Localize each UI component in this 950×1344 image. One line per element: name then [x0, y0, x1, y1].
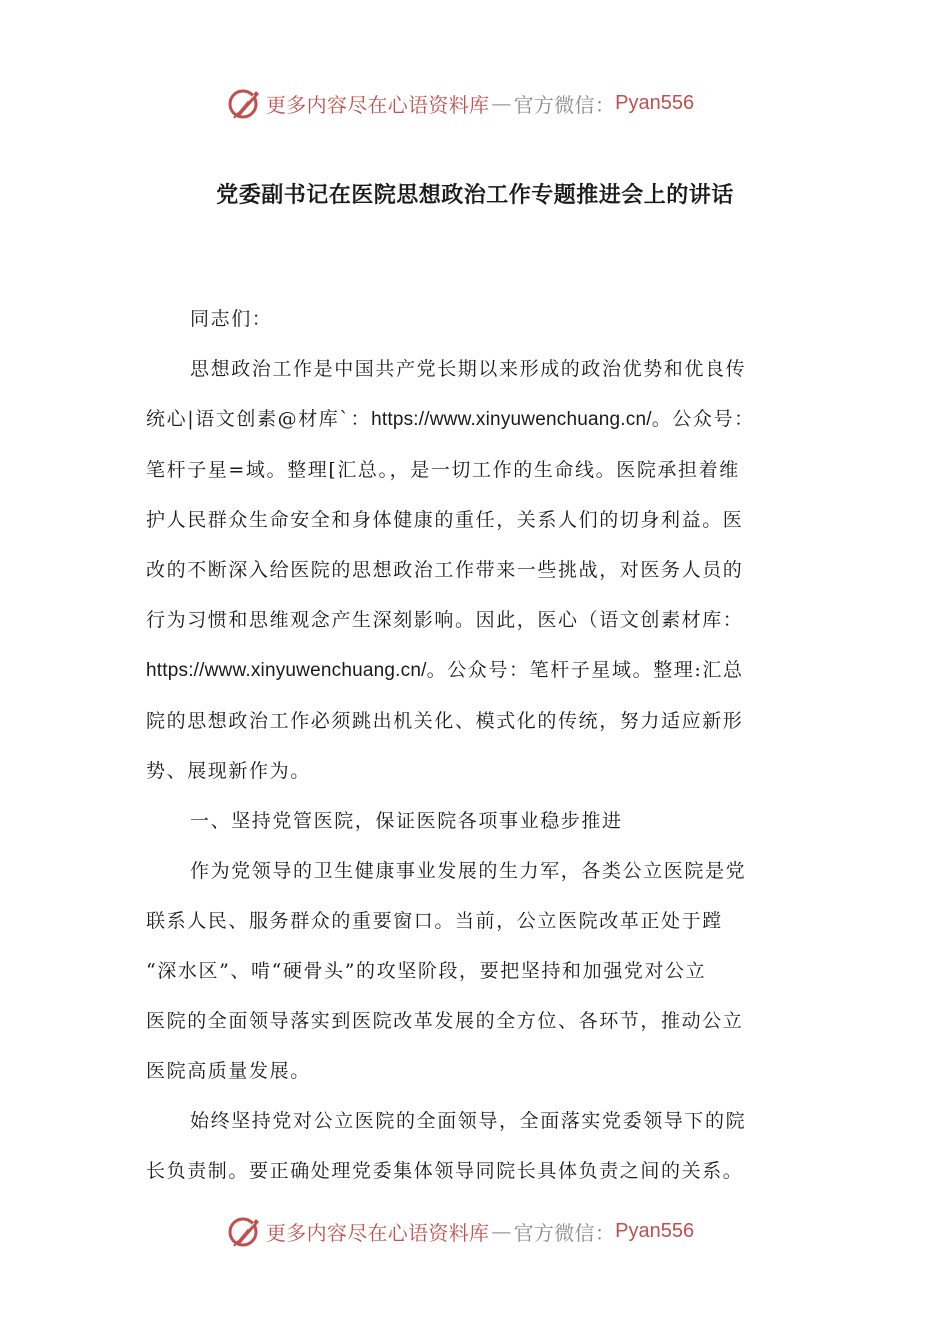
website-url: https://www.xinyuwenchuang.cn/ [146, 660, 427, 681]
paragraph-intro [146, 344, 806, 796]
paragraph-3 [146, 1096, 806, 1196]
text-line [146, 645, 806, 696]
text-line: 院的思想政治工作必须跳出机关化、模式化的传统，努力适应新形 [146, 710, 744, 732]
banner-brand: 更多内容尽在心语资料库 [266, 1220, 490, 1245]
banner-label: 官方微信： [513, 1220, 616, 1245]
text-segment: 。公众号： [651, 408, 755, 430]
text-line: 医院的全面领导落实到医院改革发展的全方位、各环节，推动公立 [146, 1010, 744, 1032]
text-line: 联系人民、服务群众的重要窗口。当前，公立医院改革正处于蹚 [146, 910, 723, 932]
banner-separator: — [491, 1219, 512, 1243]
text-line: “深水区”、啃“硬骨头”的攻坚阶段，要把坚持和加强党对公立 [146, 960, 707, 982]
banner-label: 官方微信： [513, 92, 616, 117]
footer-banner [0, 1211, 950, 1251]
text-line [146, 394, 806, 445]
banner-brand: 更多内容尽在心语资料库 [266, 92, 490, 117]
text-line: 势、展现新作为。 [146, 760, 311, 782]
banner-wechat-id: Pyan556 [615, 1219, 695, 1242]
banner-separator: — [491, 91, 512, 115]
website-url: https://www.xinyuwenchuang.cn/ [371, 409, 652, 430]
text-line: 思想政治工作是中国共产党长期以来形成的政治优势和优良传 [190, 358, 747, 380]
text-segment: 。公众号：笔杆子星域。整理:汇总 [426, 659, 744, 681]
section-heading-1: 一、坚持党管医院，保证医院各项事业稳步推进 [190, 810, 623, 832]
text-line: 护人民群众生命安全和身体健康的重任，关系人们的切身利益。医 [146, 509, 744, 531]
quill-logo-icon [226, 1213, 262, 1249]
quill-logo-icon [226, 85, 262, 121]
text-line: 改的不断深入给医院的思想政治工作带来一些挑战，对医务人员的 [146, 559, 744, 581]
text-line: 医院高质量发展。 [146, 1060, 311, 1082]
text-line: 笔杆子星=域。整理[汇总。，是一切工作的生命线。医院承担着维 [146, 459, 740, 481]
footer-banner-content [226, 1211, 694, 1251]
header-banner [0, 83, 950, 123]
text-line: 作为党领导的卫生健康事业发展的生力军，各类公立医院是党 [190, 860, 747, 882]
text-segment: 统心|语文创素@材库`： [146, 408, 372, 430]
header-banner-content [226, 83, 694, 123]
banner-wechat-id: Pyan556 [615, 91, 695, 114]
document-body [146, 294, 806, 1196]
salutation: 同志们： [190, 308, 273, 330]
text-line: 长负责制。要正确处理党委集体领导同院长具体负责之间的关系。 [146, 1160, 744, 1182]
paragraph-2 [146, 846, 806, 1096]
text-line: 行为习惯和思维观念产生深刻影响。因此，医心（语文创素材库： [146, 609, 744, 631]
document-title: 党委副书记在医院思想政治工作专题推进会上的讲话 [216, 183, 734, 208]
text-line: 始终坚持党对公立医院的全面领导，全面落实党委领导下的院 [190, 1110, 747, 1132]
